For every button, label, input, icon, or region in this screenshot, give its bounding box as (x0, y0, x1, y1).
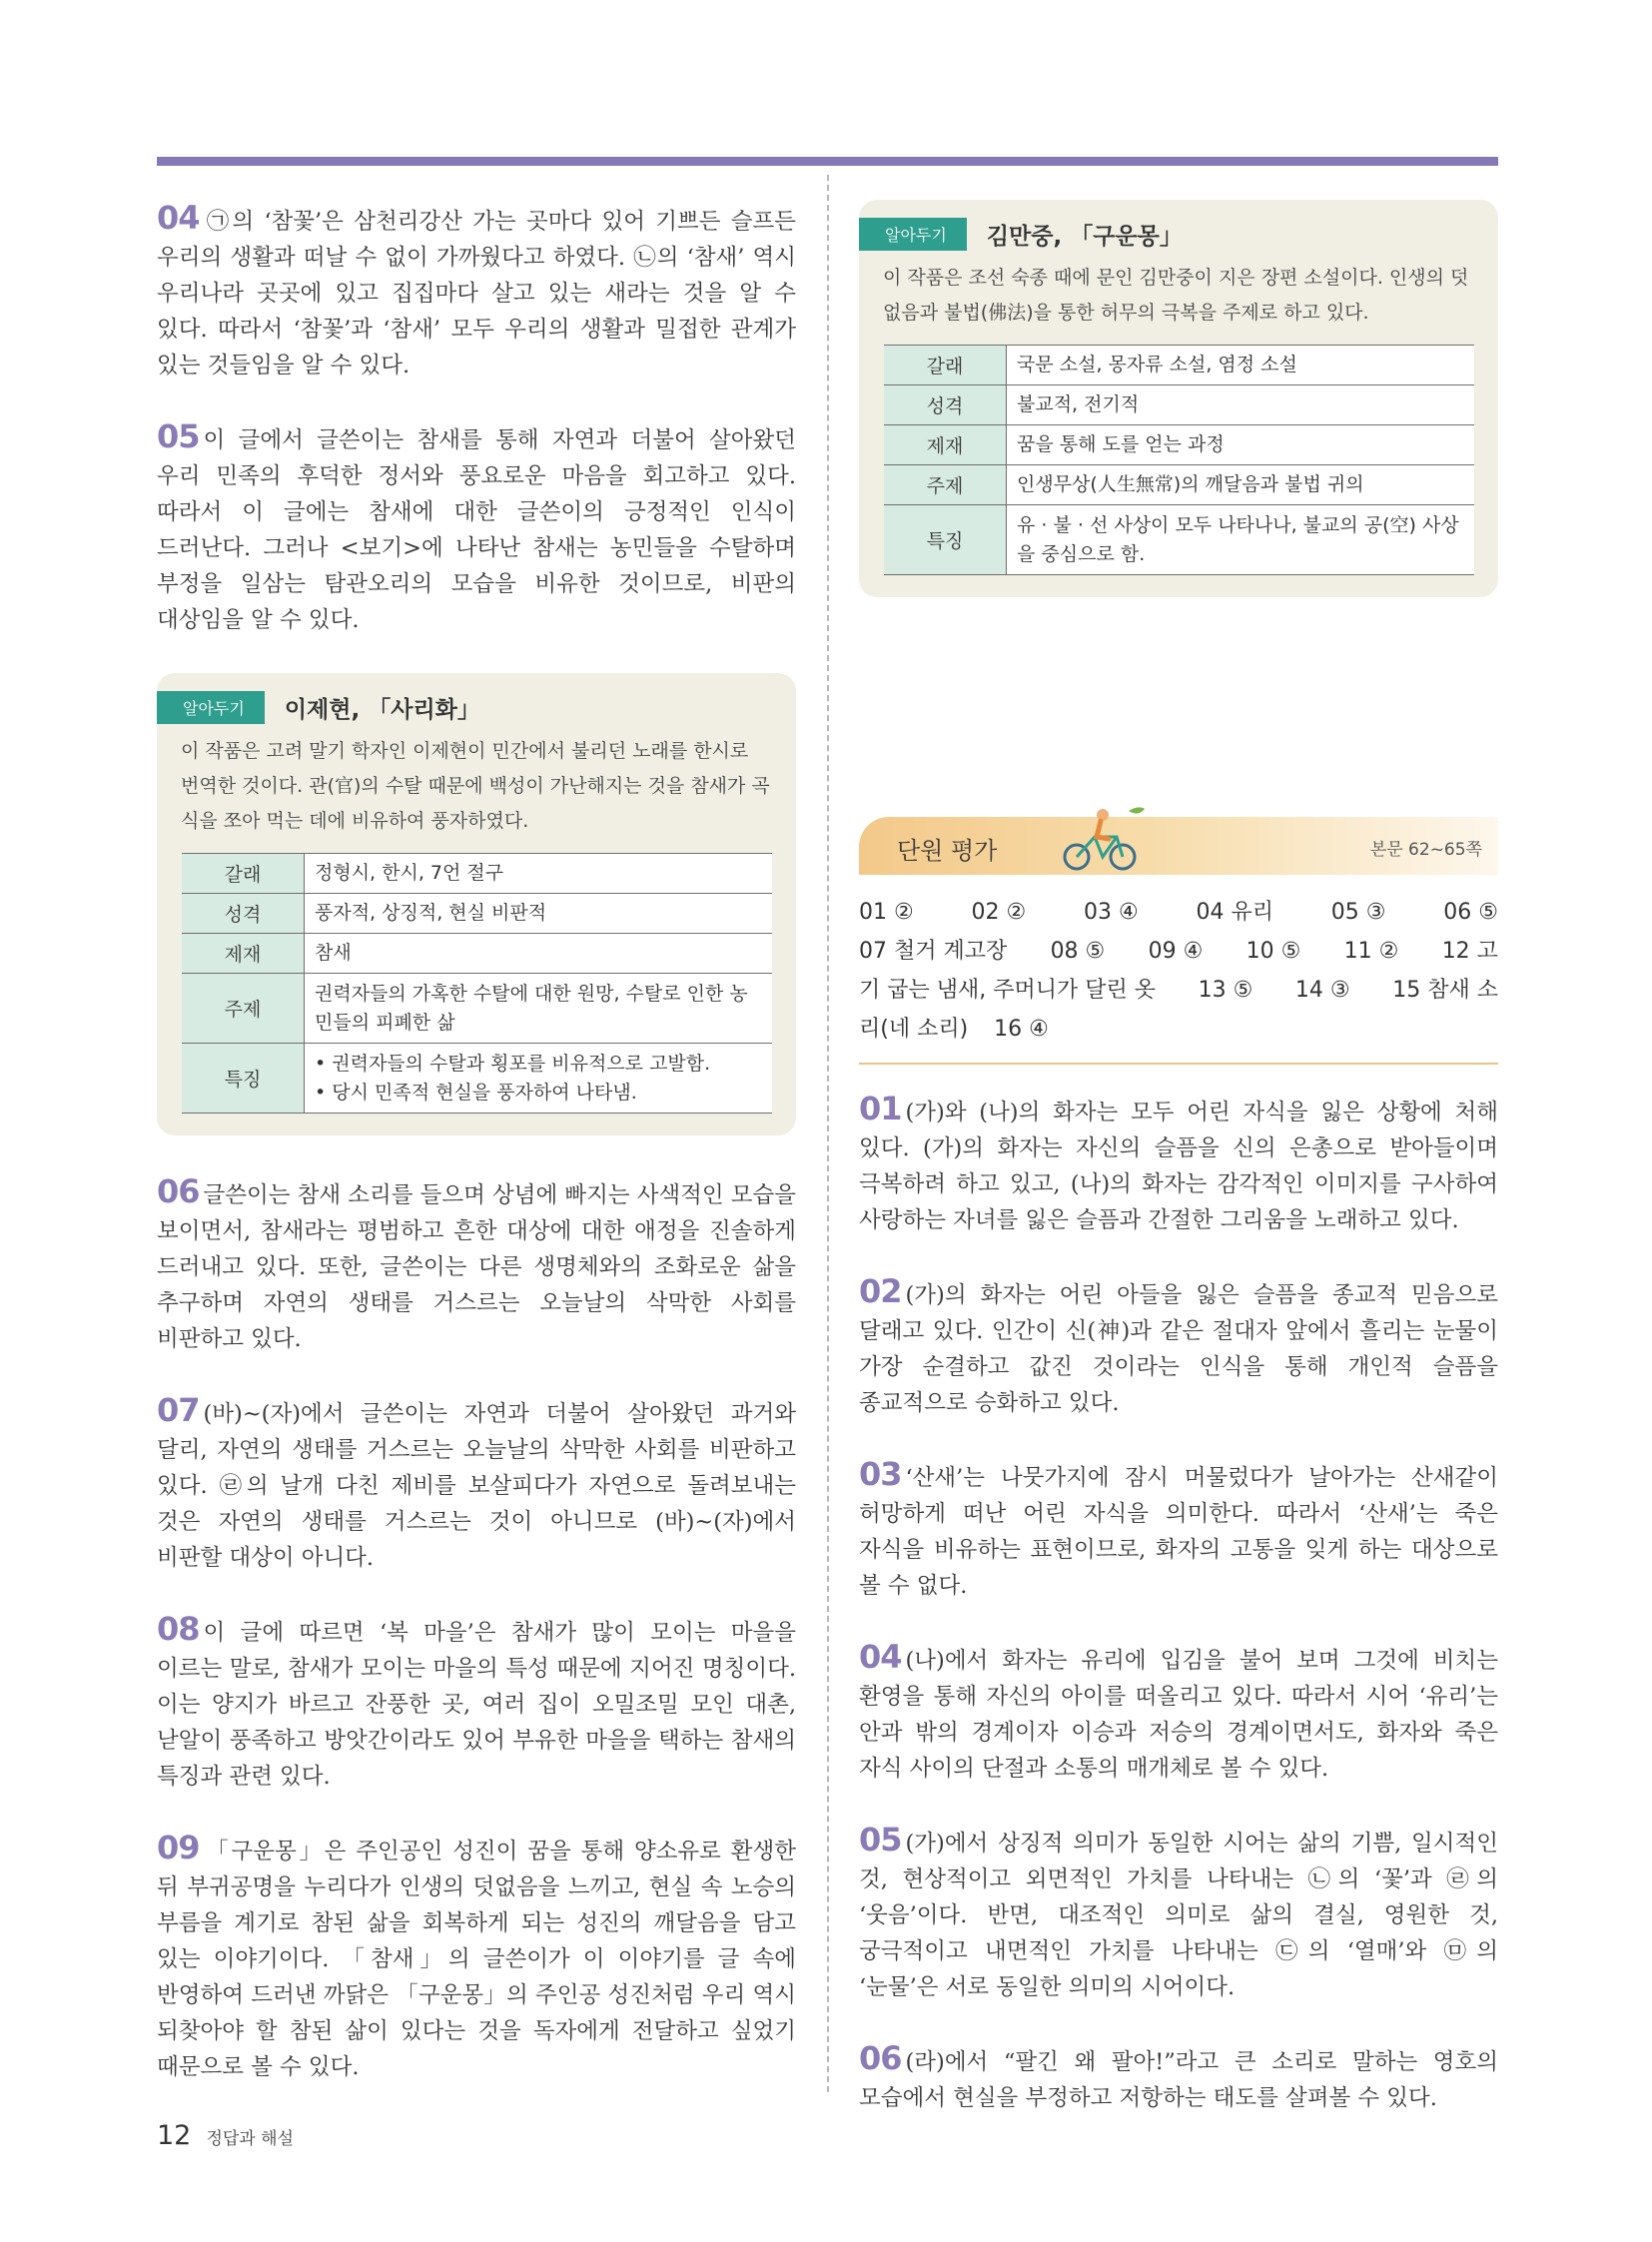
table-row: 성격 불교적, 전기적 (884, 385, 1474, 425)
bicycle-rider-icon (1059, 803, 1149, 873)
table-row: 주제 인생무상(人生無常)의 깨달음과 불법 귀의 (884, 465, 1474, 505)
table-row: 성격 풍자적, 상징적, 현실 비판적 (182, 894, 772, 934)
answer-key-row: 07 철거 계고장 08 ⑤ 09 ④ 10 ⑤ 11 ② 12 고 (859, 939, 1498, 964)
note-description: 이 작품은 조선 숙종 때에 문인 김만중이 지은 장편 소설이다. 인생의 덧없음과 불법(佛法)을 통한 허무의 극복을 주제로 하고 있다. (883, 267, 1469, 324)
note-box-guunmong (859, 200, 1498, 597)
answer-04: 04 ㉠의 ‘참꽃’은 삼천리강산 가는 곳마다 있어 기쁘든 슬프든 우리의 생활과 떠날 수 없이 가까웠다고 하였다. ㉡의 ‘참새’ 역시 우리나라 곳곳에 있고 집집마다 살고 있는 새라는 것을 알 수 있다. 따라서 ‘참꽃’과 ‘참새’ 모두 우리의 생활과 밀접한 관계가 있는 것들임을 알 수 있다. (157, 199, 796, 378)
table-row: 특징 유 · 불 · 선 사상이 모두 나타나나, 불교의 공(空) 사상을 중심으로 함. (884, 505, 1474, 575)
explanation-01: 01 (가)와 (나)의 화자는 모두 어린 자식을 잃은 상황에 처해 있다. (가)의 화자는 자신의 슬픔을 신의 은총으로 받아들이며 극복하려 하고 있고, (나)의 화자는 감각적인 이미지를 구사하여 사랑하는 자녀를 잃은 슬픔과 간절한 그리움을 노래하고 있다. (859, 1090, 1498, 1233)
answer-08: 08 이 글에 따르면 ‘복 마을’은 참새가 많이 모이는 마을을 이르는 말로, 참새가 모이는 마을의 특성 때문에 지어진 명칭이다. 이는 양지가 바르고 잔풍한 곳, 여러 집이 오밀조밀 모인 대촌, 낟알이 풍족하고 방앗간이라도 있어 부유한 마을을 택하는 참새의 특징과 관련 있다. (157, 1610, 796, 1790)
answer-key-row: 리(네 소리) 16 ④ (859, 1017, 1049, 1042)
table-row: 갈래 정형시, 한시, 7언 절구 (182, 854, 772, 894)
explanation-04: 04 (나)에서 화자는 유리에 입김을 불어 보며 그것에 비치는 환영을 통해 자신의 아이를 떠올리고 있다. 따라서 시어 ‘유리’는 안과 밖의 경계이자 이승과 저승의 경계이면서도, 화자와 죽은 자식 사이의 단절과 소통의 매개체로 볼 수 있다. (859, 1638, 1498, 1782)
top-rule (157, 157, 1498, 166)
answer-09: 09 「구운몽」은 주인공인 성진이 꿈을 통해 양소유로 환생한 뒤 부귀공명을 누리다가 인생의 덧없음을 느끼고, 현실 속 노승의 부름을 계기로 참된 삶을 회복하게 되는 성진의 깨달음을 담고 있는 이야기이다. 「참새」의 글쓴이가 이 이야기를 글 속에 반영하여 드러낸 까닭은 「구운몽」의 주인공 성진처럼 우리 역시 되찾아야 할 참된 삶이 있다는 것을 독자에게 전달하고 싶었기 때문으로 볼 수 있다. (157, 1829, 796, 2080)
unit-evaluation-page-ref: 본문 62~65쪽 (1369, 840, 1482, 860)
table-row: 제재 꿈을 통해 도를 얻는 과정 (884, 425, 1474, 465)
note-title: 김만중, 「구운몽」 (986, 224, 1183, 250)
explanation-05: 05 (가)에서 상징적 의미가 동일한 시어는 삶의 기쁨, 일시적인 것, 현상적이고 외면적인 가치를 나타내는 ㉡의 ‘꽃’과 ㉣의 ‘웃음’이다. 반면, 대조적인 의미로 삶의 결실, 영원한 것, 궁극적이고 내면적인 가치를 나타내는 ㉢의 ‘열매’와 ㉤의 ‘눈물’은 서로 동일한 의미의 시어이다. (859, 1821, 1498, 2000)
table-row: 주제 권력자들의 가혹한 수탈에 대한 원망, 수탈로 인한 농민들의 피폐한 삶 (182, 974, 772, 1044)
page-number: 12 (157, 2120, 192, 2151)
right-column (859, 200, 1498, 2151)
answer-05: 05 이 글에서 글쓴이는 참새를 통해 자연과 더불어 살아왔던 우리 민족의 후덕한 정서와 풍요로운 마음을 회고하고 있다. 따라서 이 글에는 참새에 대한 글쓴이의 긍정적인 인식이 드러난다. 그러나 <보기>에 나타난 참새는 농민들을 수탈하며 부정을 일삼는 탐관오리의 모습을 비유한 것이므로, 비판의 대상임을 알 수 있다. (157, 417, 796, 633)
page-section-label: 정답과 해설 (206, 2129, 294, 2149)
table-row: 특징 • 권력자들의 수탈과 횡포를 비유적으로 고발함. • 당시 민족적 현실을 풍자하여 나타냄. (182, 1044, 772, 1114)
column-divider (827, 175, 829, 2092)
explanation-02: 02 (가)의 화자는 어린 아들을 잃은 슬픔을 종교적 믿음으로 달래고 있다. 인간이 신(神)과 같은 절대자 앞에서 흘리는 눈물이 가장 순결하고 값진 것이라는 인식을 통해 개인적 슬픔을 종교적으로 승화하고 있다. (859, 1272, 1498, 1416)
table-row: 제재 참새 (182, 934, 772, 974)
unit-evaluation-title: 단원 평가 (897, 837, 998, 865)
unit-evaluation-banner (859, 817, 1498, 875)
page-footer (157, 2120, 294, 2151)
answer-06: 06 글쓴이는 참새 소리를 들으며 상념에 빠지는 사색적인 모습을 보이면서, 참새라는 평범하고 흔한 대상에 대한 애정을 진솔하게 드러내고 있다. 또한, 글쓴이는 다른 생명체와의 조화로운 삶을 추구하며 자연의 생태를 거스르는 오늘날의 삭막한 사회를 비판하고 있다. (157, 1172, 796, 1352)
note-box-sarihwa (157, 673, 796, 1135)
answer-key (859, 893, 1498, 1065)
work-info-table (884, 345, 1474, 575)
note-title: 이제현, 「사리화」 (284, 697, 480, 723)
answer-07: 07 (바)~(자)에서 글쓴이는 자연과 더불어 살아왔던 과거와 달리, 자연의 생태를 거스르는 오늘날의 삭막한 사회를 비판하고 있다. ㉣의 날개 다친 제비를 보살피다가 자연으로 돌려보내는 것은 자연의 생태를 거스르는 것이 아니므로 (바)~(자)에서 비판할 대상이 아니다. (157, 1391, 796, 1571)
work-info-table (182, 853, 772, 1114)
answer-key-row: 기 굽는 냄새, 주머니가 달린 옷 13 ⑤ 14 ③ 15 참새 소 (859, 978, 1498, 1003)
explanation-06: 06 (라)에서 “팔긴 왜 팔아!”라고 큰 소리로 말하는 영호의 모습에서 현실을 부정하고 저항하는 태도를 살펴볼 수 있다. (859, 2039, 1498, 2111)
note-tag: 알아두기 (859, 218, 967, 251)
note-tag: 알아두기 (157, 691, 265, 724)
answer-key-row: 01 ② 02 ② 03 ④ 04 유리 05 ③ 06 ⑤ (859, 900, 1498, 925)
left-column (157, 200, 796, 2120)
explanation-03: 03 ‘산새’는 나뭇가지에 잠시 머물렀다가 날아가는 산새같이 허망하게 떠난 어린 자식을 의미한다. 따라서 ‘산새’는 죽은 자식을 비유하는 표현이므로, 화자의 고통을 잊게 하는 대상으로 볼 수 없다. (859, 1455, 1498, 1599)
note-description: 이 작품은 고려 말기 학자인 이제현이 민간에서 불리던 노래를 한시로 번역한 것이다. 관(官)의 수탈 때문에 백성이 가난해지는 것을 참새가 곡식을 쪼아 먹는 데에 비유하여 풍자하였다. (181, 740, 770, 832)
table-row: 갈래 국문 소설, 몽자류 소설, 염정 소설 (884, 346, 1474, 385)
